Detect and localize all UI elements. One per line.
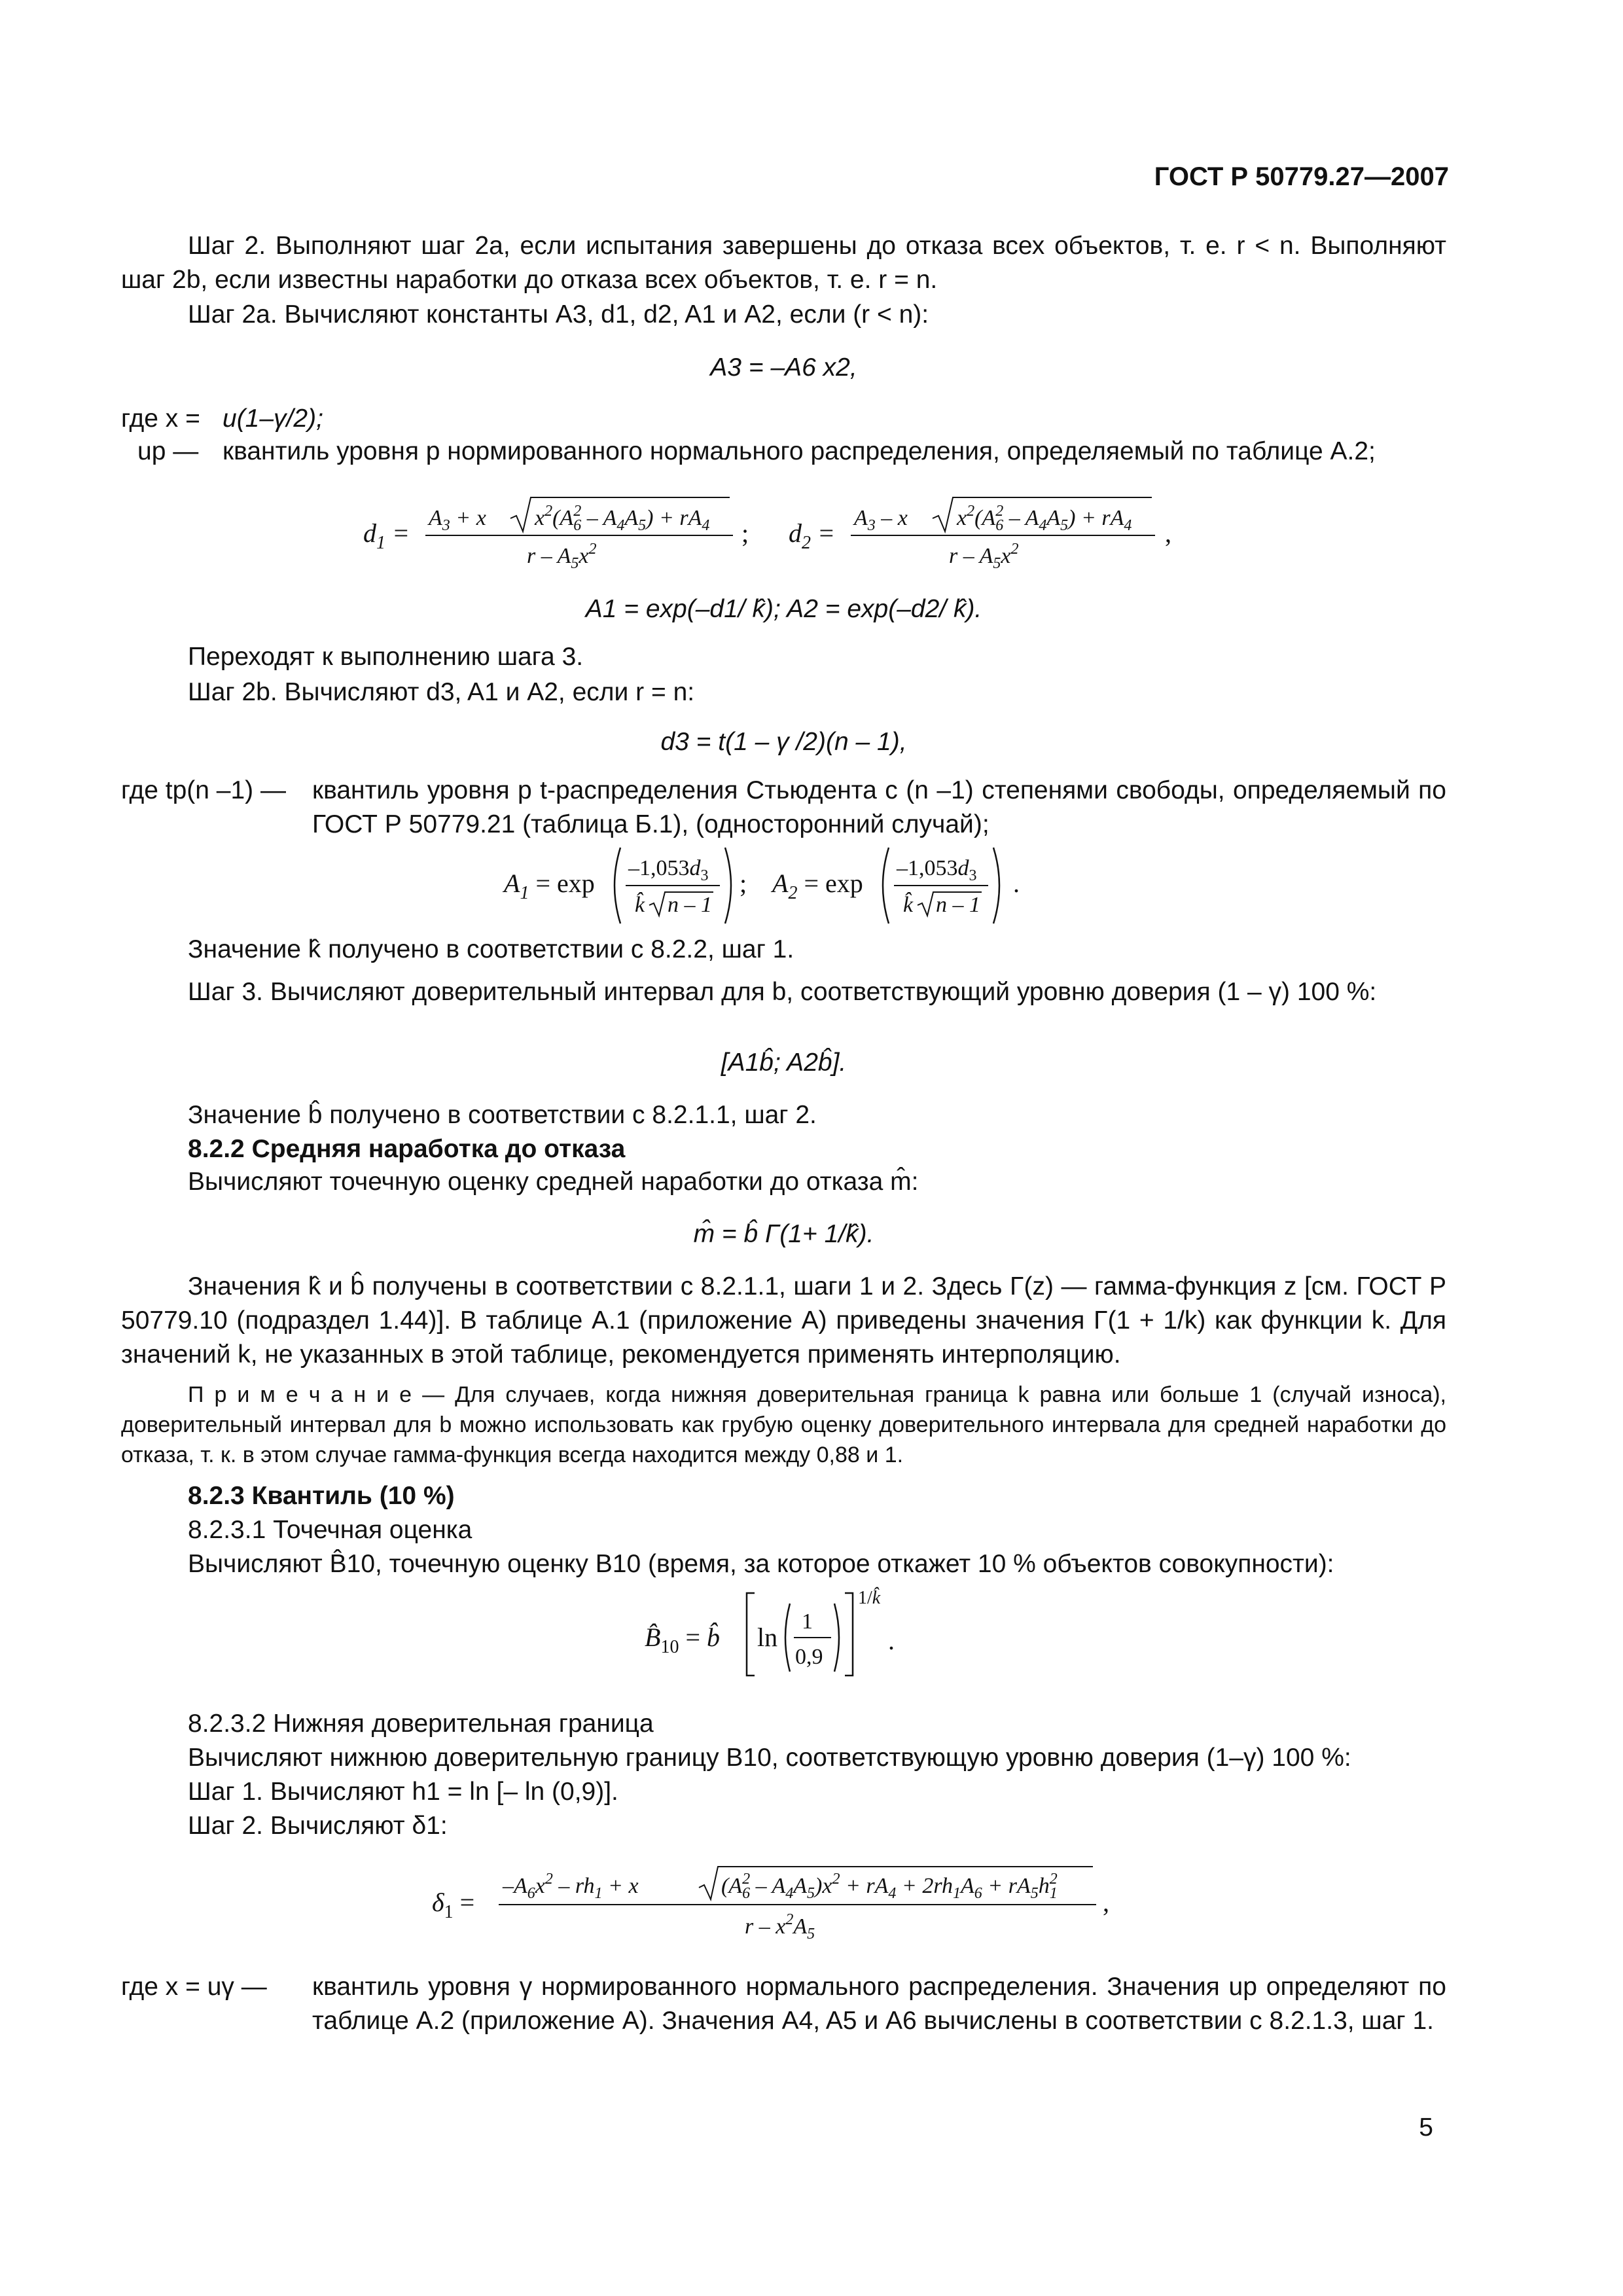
where-tp-label: где tp(n –1) — [121,776,286,804]
document-header: ГОСТ Р 50779.27—2007 [1154,162,1449,191]
where-x-label: где x = [121,404,200,433]
svg-text:n – 1: n – 1 [936,893,980,917]
svg-text:x2(A26 – A4A5) + rA4: $x^2(A^2$ $6 - A_4A_5) + rA_4$ [957,503,1132,534]
svg-text:,: , [1165,518,1171,548]
where-ugamma-text: квантиль уровня γ нормированного нормального распределения. Значения up определяют по таблице А.2 (приложение А). Значения A4, A5 и A6 вычислены в соответствии с 8.2.1.3, шаг 1. [312,1973,1446,2035]
svg-text:B̂10 = b̂: $B̂_{10}$ = b̂ [645,1623,720,1657]
paragraph-step1-h1: Шаг 1. Вычисляют h1 = ln [– ln (0,9)]. [188,1778,618,1806]
formula-b10 [645,1584,919,1691]
paragraph-step2-delta: Шаг 2. Вычисляют δ1: [188,1812,448,1840]
svg-text:A1 = exp: $A_1 = \exp$ [504,869,595,903]
svg-text:x2(A26 – A4A5) + rA4: $x^2(A^2$ $6 - A_4A_5) + rA_4$ [535,503,710,534]
d1-numerator: $A_3 + x$ [429,506,486,534]
svg-text:r – x2A5: r – $x^2A_5$ [745,1911,815,1943]
svg-text:.: . [888,1626,895,1655]
svg-text:A2 = exp: $A_2 = \exp$ [772,869,863,903]
d1-lhs: $d_1$ = [363,518,410,553]
paragraph-step3: Шаг 3. Вычисляют доверительный интервал для b, соответствующий уровню доверия (1 – γ) 100 %: [188,978,1377,1006]
heading-8-2-2: 8.2.2 Средняя наработка до отказа [188,1135,626,1163]
svg-text:k̂: k̂ [635,893,645,917]
paragraph-k-value: Значение k̂ получено в соответствии с 8.2.2, шаг 1. [188,935,794,963]
paragraph-step2b: Шаг 2b. Вычисляют d3, A1 и A2, если r = n: [188,678,695,706]
equation-a3: A3 = –A6 x2, [710,353,857,382]
d1-denominator: r – $A_5x^2$ [527,541,597,572]
equation-m: m̂ = b̂ Γ(1+ 1/k̂). [693,1220,874,1248]
heading-8-2-3: 8.2.3 Квантиль (10 %) [188,1482,455,1510]
heading-8-2-3-2: 8.2.3.2 Нижняя доверительная граница [188,1710,654,1738]
svg-text:ln: ln [757,1623,778,1652]
svg-text:1: 1 [802,1609,813,1634]
svg-text:n – 1: n – 1 [668,893,712,917]
svg-text:(A26 – A4A5)x2 + rA4 + 2rh1A6: ($A^2$ $6 - A_4A_5)x^2 + rA_4 + 2rh_1A_6 + rA_5h^2$ 1 [721,1871,1058,1902]
paragraph-mean-estimate: Вычисляют точечную оценку средней наработки до отказа m̂: [188,1168,919,1196]
d2-denominator: r – $A_5x^2$ [949,541,1019,572]
equation-a1-a2: A1 = exp(–d1/ k̂); A2 = exp(–d2/ k̂). [585,595,982,623]
note [121,1380,1446,1470]
formula-delta1 [432,1859,1139,1960]
up-text: квантиль уровня p нормированного нормального распределения, определяемый по таблице А.2; [223,437,1376,465]
d2-lhs: $d_2$ = [789,518,835,553]
paragraph-b-value: Значение b̂ получено в соответствии с 8.2.1.1, шаг 2. [188,1101,817,1129]
svg-text:1/k̂: 1/k̂ [858,1588,881,1608]
formula-a1-a2-exp [504,841,1060,942]
svg-text:;: ; [740,869,747,898]
svg-text:k̂: k̂ [903,893,914,917]
note-text: Для случаев, когда нижняя доверительная граница k равна или больше 1 (случай износа), доверительный интервал для b можно использовать как грубую оценку доверительного интервала для средней наработки до отказа, т. к. в этом случае гамма-функция всегда находится между 0,88 и 1. [121,1382,1446,1467]
paragraph-b10-estimate: Вычисляют B̂10, точечную оценку B10 (время, за которое откажет 10 % объектов совокупности): [188,1550,1334,1578]
paragraph-step2: Шаг 2. Выполняют шаг 2a, если испытания завершены до отказа всех объектов, т. е. r < n. Выполняют шаг 2b, если известны наработки до отказа всех объектов, т. е. r = n. [121,232,1446,294]
where-tp [121,774,1446,842]
svg-text:.: . [1013,869,1020,898]
where-ugamma-label: где x = uγ — [121,1973,267,2001]
where-tp-text: квантиль уровня p t-распределения Стьюдента с (n –1) степенями свободы, определяемый по ГОСТ Р 50779.21 (таблица Б.1), (односторонний случай); [312,776,1446,838]
paragraph-lower-bound: Вычисляют нижнюю доверительную границу B10, соответствующую уровню доверия (1–γ) 100 %: [188,1744,1351,1772]
svg-text:–1,053d3: $-1,053d_3$ [628,856,709,884]
svg-text:0,9: 0,9 [795,1645,823,1669]
note-label: П р и м е ч а н и е — [188,1382,445,1407]
heading-8-2-3-1: 8.2.3.1 Точечная оценка [188,1516,473,1544]
where-x [121,402,1446,436]
where-x-value: u(1–γ/2); [223,404,323,433]
up-label: up — [137,437,199,465]
d2-numerator: $A_3$ – x [854,506,908,534]
paragraph-gamma: Значения k̂ и b̂ получены в соответствии с 8.2.1.1, шаги 1 и 2. Здесь Γ(z) — гамма-функция z [см. ГОСТ Р 50779.10 (подраздел 1.44)]. В таблице А.1 (приложение А) приведены значения Γ(1 + 1/k) как функции k. Для значений k, не указанных в этой таблице, рекомендуется применять интерполяцию. [121,1272,1446,1369]
equation-d3: d3 = t(1 – γ /2)(n – 1), [660,728,907,756]
svg-text:,: , [1103,1888,1109,1917]
equation-interval: [A1b̂; A2b̂]. [721,1049,847,1077]
svg-text:δ1 =: $\delta_1$ = [432,1888,475,1922]
formula-d1-d2 [363,484,1201,592]
page-number: 5 [1419,2113,1433,2142]
svg-text:–1,053d3: $-1,053d_3$ [897,856,977,884]
paragraph-step2a: Шаг 2a. Вычисляют константы A3, d1, d2, A1 и A2, если (r < n): [188,300,929,329]
up-definition [137,435,1446,469]
where-ugamma [121,1970,1446,2038]
paragraph-go-step3: Переходят к выполнению шага 3. [188,643,584,671]
svg-text:;: ; [741,518,749,548]
svg-text:–A6x2 – rh1 + x: $-A_6x^2 - rh_1 + x$ [503,1871,639,1902]
